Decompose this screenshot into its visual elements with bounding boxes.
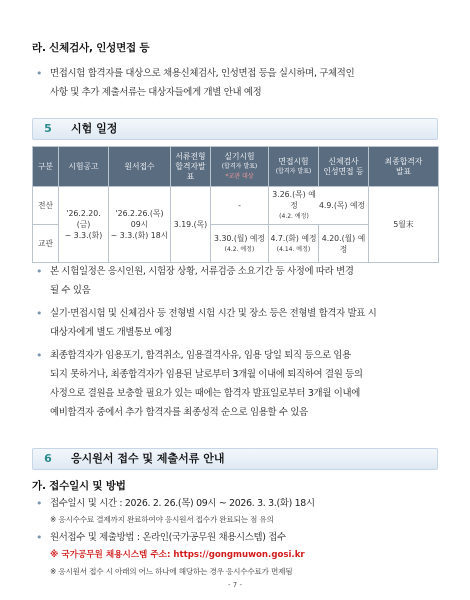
page-number: - 7 - (228, 581, 242, 589)
intro-line-1: 면접시험 합격자를 대상으로 채용신체검사, 인성면접 등을 실시하며, 구체적인 (50, 68, 355, 79)
intro-paragraph (36, 64, 446, 102)
cell-document-result: 3.19.(목) (171, 187, 211, 263)
intro-line-2: 사항 및 추가 제출서류는 대상자들에게 개별 안내 예정 (50, 87, 262, 98)
header-notice: 시험공고 (59, 147, 109, 187)
site-address-link[interactable]: ※ 국가공무원 채용시스템 주소: https://gongmuwon.gosi.kr (50, 550, 305, 560)
cell-practical-computing: - (211, 187, 269, 225)
cell-application-period: '26.2.26.(목) 09시 ~ 3.3.(화) 18시 (109, 187, 171, 263)
list-item: • 본 시험일정은 응시인원, 시험장 상황, 서류검증 소요기간 등 사정에 따라 변경 (36, 262, 448, 281)
header-interview: 면접시험 (합격자 발표) (269, 147, 319, 187)
receipt-details (36, 494, 448, 577)
cell-interview-instructor: 4.7.(화) 예정 (4.14. 예정) (269, 225, 319, 263)
list-item (36, 494, 448, 513)
table-header-row (33, 147, 439, 187)
bullet-icon: • (36, 531, 43, 544)
list-item: • 최종합격자가 임용포기, 합격취소, 임용결격사유, 임용 당일 퇴직 등으로 임용 (36, 346, 448, 365)
cell-interview-physical-computing: 3.26.(목) 예정 (4.2. 예정) 4.9.(목) 예정 (269, 187, 369, 225)
section-5-number: 5 (44, 122, 52, 135)
row-label-computing: 전산 (33, 187, 59, 225)
fee-exemption-note: ※ 응시원서 접수 시 아래의 어느 하나에 해당하는 경우 응시수수료가 면제됨 (50, 567, 293, 576)
exam-schedule-table (32, 146, 439, 263)
section-6-number: 6 (44, 452, 52, 465)
bullet-icon: • (36, 67, 43, 80)
header-category: 구분 (33, 147, 59, 187)
bullet-icon: • (36, 307, 43, 320)
cell-physical-instructor: 4.20.(월) 예정 (319, 225, 369, 263)
list-item (36, 528, 448, 547)
header-physical: 신체검사 인성면접 등 (319, 147, 369, 187)
list-item: • 실기·면접시험 및 신체검사 등 전형별 시험 시간 및 장소 등은 전형별 합격자 발표 시 (36, 304, 448, 323)
cell-final-result: 5월末 (369, 187, 439, 263)
header-final: 최종합격자 발표 (369, 147, 439, 187)
bullet-icon: • (36, 497, 43, 510)
receipt-datetime: 접수일시 및 시간 : 2026. 2. 26.(목) 09시 ~ 2026. 3. 3.(화) 18시 (50, 498, 315, 509)
header-application: 원서접수 (109, 147, 171, 187)
heading-receipt: 가. 접수일시 및 방법 (32, 480, 126, 492)
section-5-header (32, 118, 438, 140)
fee-note: ※ 응시수수료 결제까지 완료하여야 응시원서 접수가 완료되는 점 유의 (50, 515, 274, 524)
section-6-header (32, 448, 438, 470)
row-label-instructor: 교관 (33, 225, 59, 263)
header-practical: 실기시험 (합격자 발표) *교관 대상 (211, 147, 269, 187)
section-6-title: 응시원서 접수 및 제출서류 안내 (71, 452, 225, 465)
receipt-method: 원서접수 및 제출방법 : 온라인(국가공무원 채용시스템) 접수 (50, 532, 286, 543)
table-row (33, 187, 439, 225)
bullet-icon: • (36, 349, 43, 362)
schedule-notes: • 본 시험일정은 응시인원, 시험장 상황, 서류검증 소요기간 등 사정에 따라 변경 될 수 있음 • 실기·면접시험 및 신체검사 등 전형별 시험 시간 및 장소 등은 전형별 합격자 발표 시 대상자에게 별도 개별통보 예정 • 최종합격자가 임용포기, 합격취소, 임용결격사유, 임용 당일 퇴직 등으로 임용 되지 못하거나, 최종합격자가 임용된 날로부터 3개월 이내에 퇴직하여 결원 등의 사정으로 결원을 보충할 필요가 있는 때에는 합격자 발표일로부터 3개월 이내에 예비합격자 중에서 추가 합격자를 최종성적 순으로 임용할 수 있음 (36, 262, 448, 422)
section-5-title: 시험 일정 (71, 122, 118, 135)
heading-physical-exam: 라. 신체검사, 인성면접 등 (32, 42, 150, 54)
cell-notice-period: '26.2.20.(금) ~ 3.3.(화) (59, 187, 109, 263)
header-document-result: 서류전형 합격자발표 (171, 147, 211, 187)
bullet-icon: • (36, 265, 43, 278)
cell-practical-instructor: 3.30.(월) 예정 (4.2. 예정) (211, 225, 269, 263)
